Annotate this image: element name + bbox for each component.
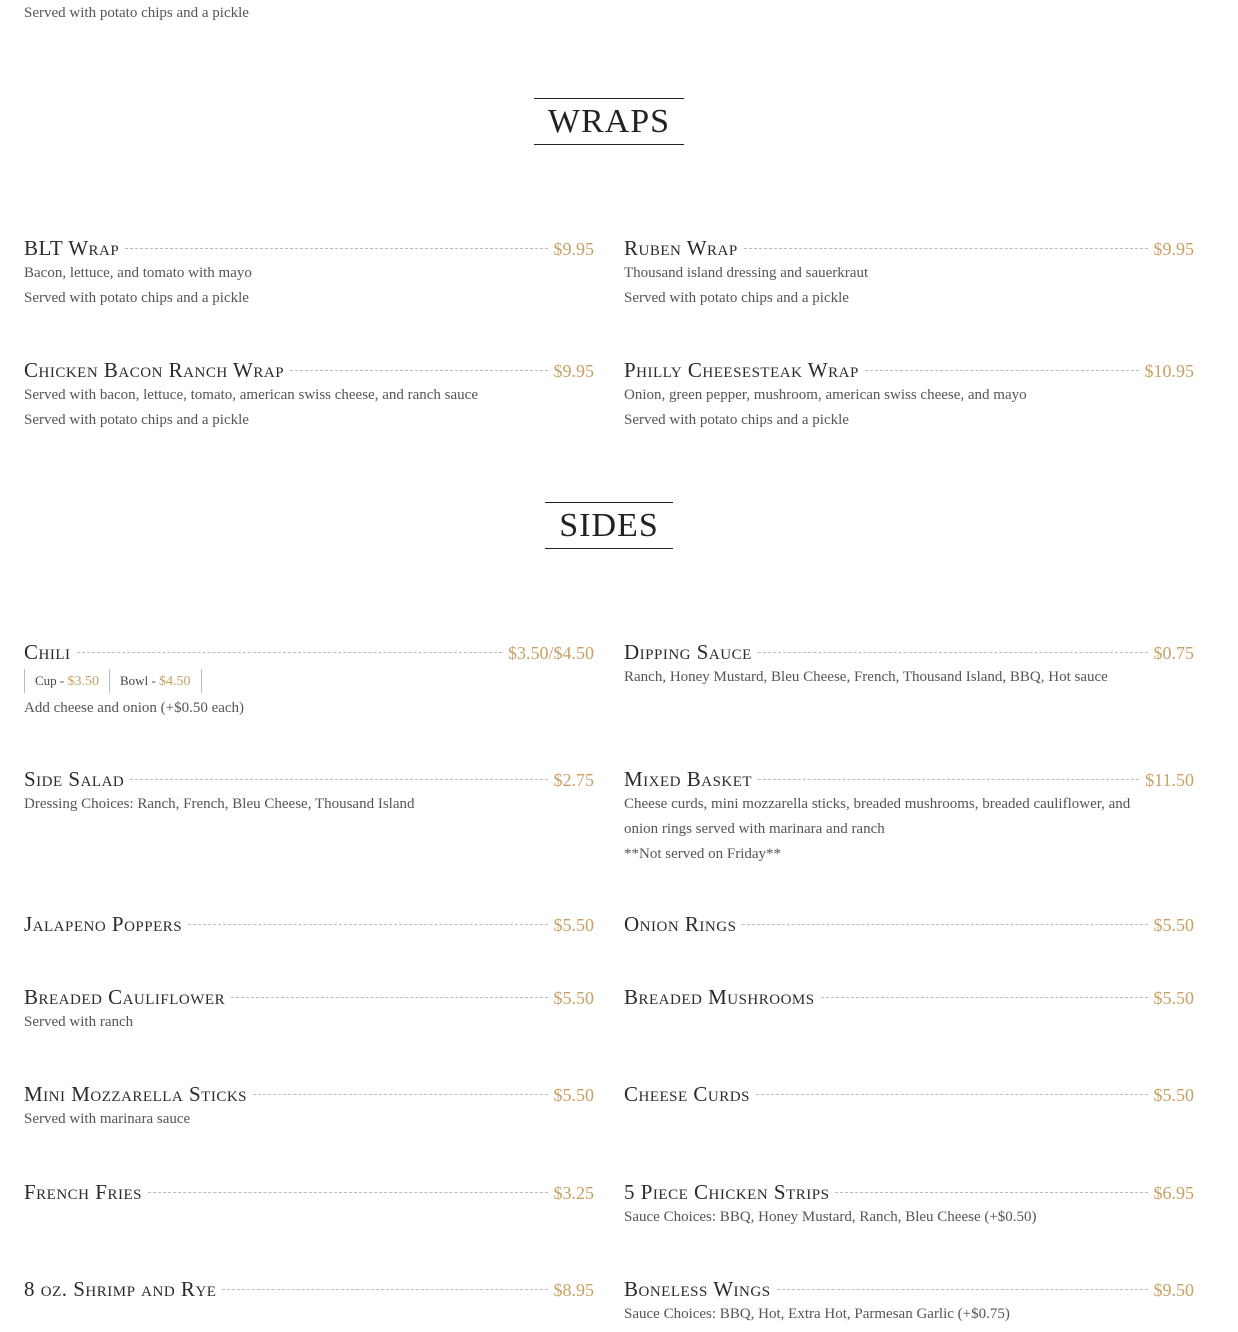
previous-item-description: Served with potato chips and a pickle [24, 5, 249, 21]
menu-item [624, 912, 1194, 936]
item-price: $11.50 [1145, 770, 1194, 790]
item-name: Philly Cheesesteak Wrap [624, 358, 859, 382]
item-price: $9.95 [553, 361, 594, 381]
item-price: $5.50 [1153, 1085, 1194, 1105]
item-name: Dipping Sauce [624, 640, 752, 664]
dot-leader [231, 997, 547, 998]
item-description: Served with potato chips and a pickle [624, 290, 849, 306]
menu-item [624, 1277, 1194, 1326]
dot-leader [742, 924, 1147, 925]
item-price: $5.50 [1153, 988, 1194, 1008]
item-name: Onion Rings [624, 912, 737, 936]
item-description: Served with marinara sauce [24, 1111, 191, 1127]
menu-item [24, 1277, 594, 1301]
dot-leader [758, 652, 1148, 653]
item-description: Served with bacon, lettuce, tomato, american swiss cheese, and ranch sauce [24, 387, 478, 403]
item-description: Served with ranch [24, 1014, 134, 1030]
dot-leader [125, 248, 547, 249]
item-description: Sauce Choices: BBQ, Hot, Extra Hot, Parmesan Garlic (+$0.75) [624, 1306, 1010, 1322]
item-description: Dressing Choices: Ranch, French, Bleu Cheese, Thousand Island [24, 796, 415, 812]
size-label: Cup [35, 673, 57, 688]
item-name: Mixed Basket [624, 767, 753, 791]
size-options [24, 669, 594, 693]
menu-item [24, 767, 594, 816]
item-price: $5.50 [553, 1085, 594, 1105]
item-name: Ruben Wrap [624, 236, 738, 260]
item-name: French Fries [24, 1180, 142, 1204]
item-name: Side Salad [24, 767, 125, 791]
item-name: BLT Wrap [24, 236, 120, 260]
menu-item [624, 1082, 1194, 1106]
item-description: Bacon, lettuce, and tomato with mayo [24, 265, 252, 281]
dot-leader [222, 1289, 547, 1290]
item-name: Chili [24, 640, 71, 664]
dot-leader [253, 1094, 548, 1095]
size-price: $4.50 [159, 674, 191, 689]
dot-leader [148, 1192, 548, 1193]
menu-item [24, 985, 594, 1034]
dot-leader [821, 997, 1148, 998]
item-name: Cheese Curds [624, 1082, 750, 1106]
dot-leader [777, 1289, 1148, 1290]
menu-item [24, 1180, 594, 1204]
item-price: $9.50 [1153, 1280, 1194, 1300]
dot-leader [865, 370, 1139, 371]
menu-item [624, 236, 1194, 310]
item-name: Chicken Bacon Ranch Wrap [24, 358, 285, 382]
item-description: **Not served on Friday** [624, 846, 782, 862]
item-price: $2.75 [553, 770, 594, 790]
item-price: $9.95 [1153, 239, 1194, 259]
item-description: Add cheese and onion (+$0.50 each) [24, 700, 245, 716]
item-description: Onion, green pepper, mushroom, american swiss cheese, and mayo [624, 387, 1027, 403]
item-description: Served with potato chips and a pickle [24, 412, 249, 428]
dot-leader [835, 1192, 1147, 1193]
dot-leader [756, 1094, 1148, 1095]
item-price: $0.75 [1153, 643, 1194, 663]
section-title: WRAPS [534, 98, 684, 145]
item-name: Mini Mozzarella Sticks [24, 1082, 247, 1106]
dot-leader [77, 652, 502, 653]
item-name: Breaded Mushrooms [624, 985, 815, 1009]
item-description: Ranch, Honey Mustard, Bleu Cheese, French, Thousand Island, BBQ, Hot sauce [624, 669, 1108, 685]
item-name: 5 Piece Chicken Strips [624, 1180, 830, 1204]
item-description: Thousand island dressing and sauerkraut [624, 265, 869, 281]
size-label: Bowl [120, 673, 149, 688]
item-name: Jalapeno Poppers [24, 912, 183, 936]
item-price: $3.50/$4.50 [507, 643, 594, 663]
menu-item [624, 985, 1194, 1009]
size-price: $3.50 [67, 674, 100, 689]
item-price: $3.25 [553, 1183, 594, 1203]
item-price: $6.95 [1153, 1183, 1194, 1203]
menu-item [24, 358, 594, 432]
item-price: $5.50 [553, 915, 594, 935]
size-separator: - [148, 673, 160, 688]
sides-section-heading [0, 502, 1218, 549]
dot-leader [188, 924, 547, 925]
dot-leader [130, 779, 547, 780]
dot-leader [758, 779, 1139, 780]
item-description: Cheese curds, mini mozzarella sticks, breaded mushrooms, breaded cauliflower, and [624, 796, 1131, 812]
item-name: 8 oz. Shrimp and Rye [24, 1277, 217, 1301]
size-separator: - [56, 673, 68, 688]
item-price: $9.95 [553, 239, 594, 259]
menu-item [624, 1180, 1194, 1229]
menu-item [624, 358, 1194, 432]
menu-item [24, 912, 594, 936]
menu-item [624, 640, 1194, 689]
menu-item [24, 236, 594, 310]
dot-leader [744, 248, 1148, 249]
section-title: SIDES [545, 502, 672, 549]
item-price: $10.95 [1144, 361, 1194, 381]
item-name: Breaded Cauliflower [24, 985, 226, 1009]
size-option-bowl [109, 669, 202, 693]
item-description: Served with potato chips and a pickle [624, 412, 849, 428]
item-price: $5.50 [553, 988, 594, 1008]
item-description: onion rings served with marinara and ranch [624, 821, 885, 837]
menu-item [24, 640, 594, 720]
menu-item [624, 767, 1194, 866]
item-name: Boneless Wings [624, 1277, 771, 1301]
dot-leader [290, 370, 547, 371]
wraps-section-heading [0, 98, 1218, 145]
item-price: $5.50 [1153, 915, 1194, 935]
item-price: $8.95 [553, 1280, 594, 1300]
size-option-cup [24, 669, 109, 693]
item-description: Sauce Choices: BBQ, Honey Mustard, Ranch, Bleu Cheese (+$0.50) [624, 1209, 1037, 1225]
menu-item [24, 1082, 594, 1131]
item-description: Served with potato chips and a pickle [24, 290, 249, 306]
